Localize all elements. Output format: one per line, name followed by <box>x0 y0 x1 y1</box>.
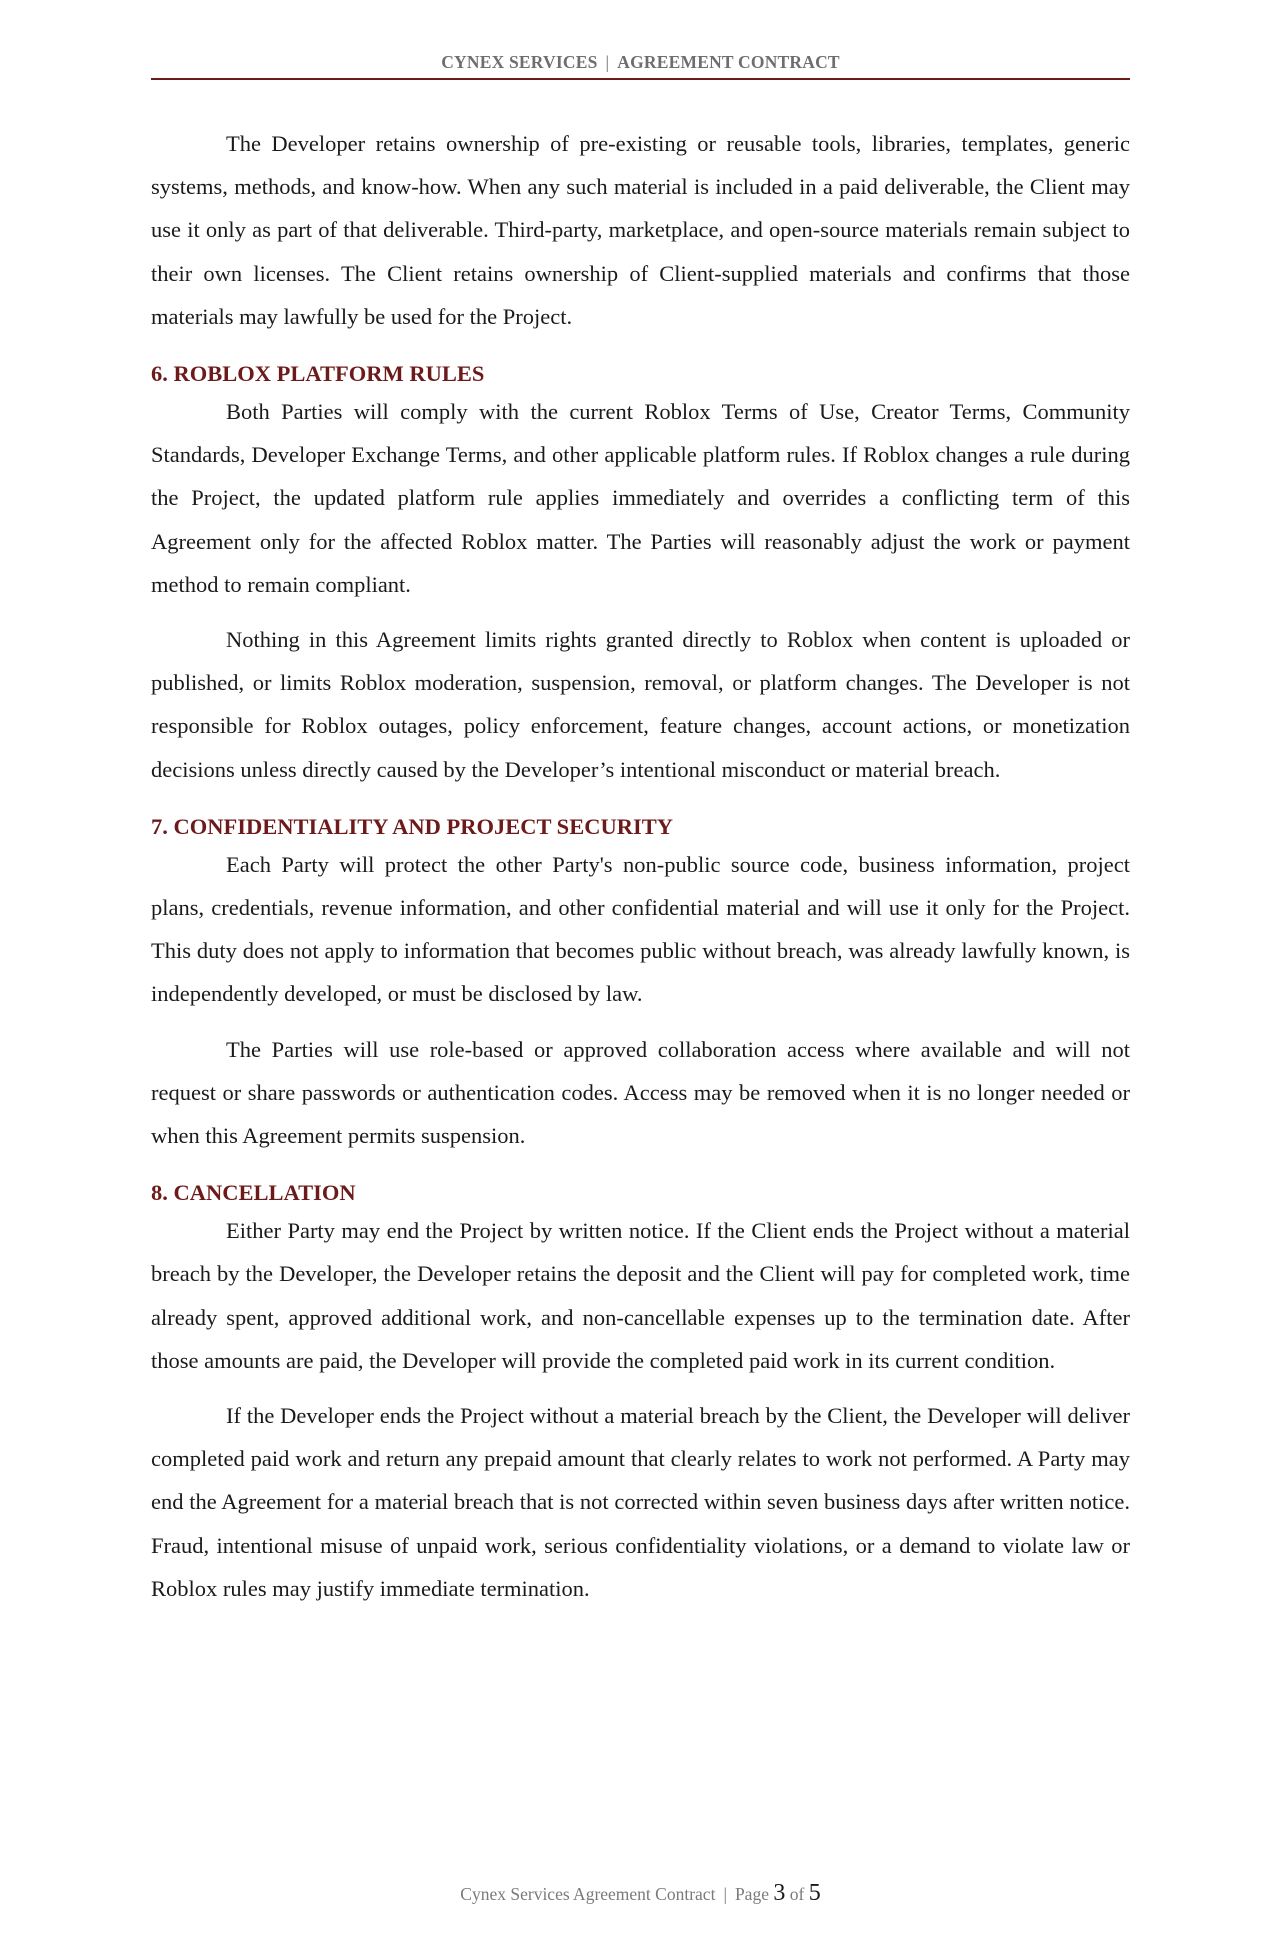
section-8-paragraph-1: Either Party may end the Project by written notice. If the Client ends the Project without a material breach by the Developer, the Developer retains the deposit and the Client will pay for completed work, time already spent, approved additional work, and non-cancellable expenses up to the termination date. After those amounts are paid, the Developer will provide the completed paid work in its current condition. <box>151 1218 1130 1373</box>
running-header <box>151 52 1130 73</box>
section-6-paragraph-1: Both Parties will comply with the current Roblox Terms of Use, Creator Terms, Community Standards, Developer Exchange Terms, and other applicable platform rules. If Roblox changes a rule during the Project, the updated platform rule applies immediately and overrides a conflicting term of this Agreement only for the affected Roblox matter. The Parties will reasonably adjust the work or payment method to remain compliant. <box>151 399 1130 597</box>
section-6-heading: 6. ROBLOX PLATFORM RULES <box>151 361 485 387</box>
section-7-paragraph-1: Each Party will protect the other Party's non-public source code, business information, project plans, credentials, revenue information, and other confidential material and will use it only for the Project. This duty does not apply to information that becomes public without breach, was already lawfully known, is independently developed, or must be disclosed by law. <box>151 851 1130 1007</box>
footer-of-label: of <box>789 1884 805 1904</box>
footer-total-pages: 5 <box>808 1880 821 1906</box>
section-8-paragraph-2: If the Developer ends the Project without a material breach by the Client, the Developer will deliver completed paid work and return any prepaid amount that clearly relates to work not performed. A Party may end the Agreement for a material breach that is not corrected within seven business days after written notice. Fraud, intentional misuse of unpaid work, serious confidentiality violations, or a demand to violate law or Roblox rules may justify immediate termination. <box>151 1403 1130 1601</box>
header-rule <box>151 78 1130 80</box>
section-7-paragraph-2: The Parties will use role-based or approved collaboration access where available and will not request or share passwords or authentication codes. Access may be removed when it is no longer needed or when this Agreement permits suspension. <box>151 1036 1130 1149</box>
footer-page-number: 3 <box>773 1880 786 1906</box>
header-doc-type: AGREEMENT CONTRACT <box>617 52 840 72</box>
footer-title: Cynex Services Agreement Contract <box>460 1884 716 1904</box>
header-company: CYNEX SERVICES <box>441 52 598 72</box>
footer-page-label: Page <box>734 1884 769 1904</box>
footer-separator: | <box>723 1884 727 1904</box>
section-6-paragraph-2: Nothing in this Agreement limits rights granted directly to Roblox when content is uploaded or published, or limits Roblox moderation, suspension, removal, or platform changes. The Developer is not responsible for Roblox outages, policy enforcement, feature changes, account actions, or monetization decisions unless directly caused by the Developer’s intentional misconduct or material breach. <box>151 627 1130 782</box>
page-footer <box>151 1880 1130 1907</box>
intro-paragraph: The Developer retains ownership of pre-existing or reusable tools, libraries, templates, generic systems, methods, and know-how. When any such material is included in a paid deliverable, the Client may use it only as part of that deliverable. Third-party, marketplace, and open-source materials remain subject to their own licenses. The Client retains ownership of Client-supplied materials and confirms that those materials may lawfully be used for the Project. <box>151 131 1130 329</box>
header-separator: | <box>605 52 610 72</box>
section-7-heading: 7. CONFIDENTIALITY AND PROJECT SECURITY <box>151 813 673 839</box>
document-body <box>151 122 1130 1622</box>
section-8-heading: 8. CANCELLATION <box>151 1180 356 1206</box>
